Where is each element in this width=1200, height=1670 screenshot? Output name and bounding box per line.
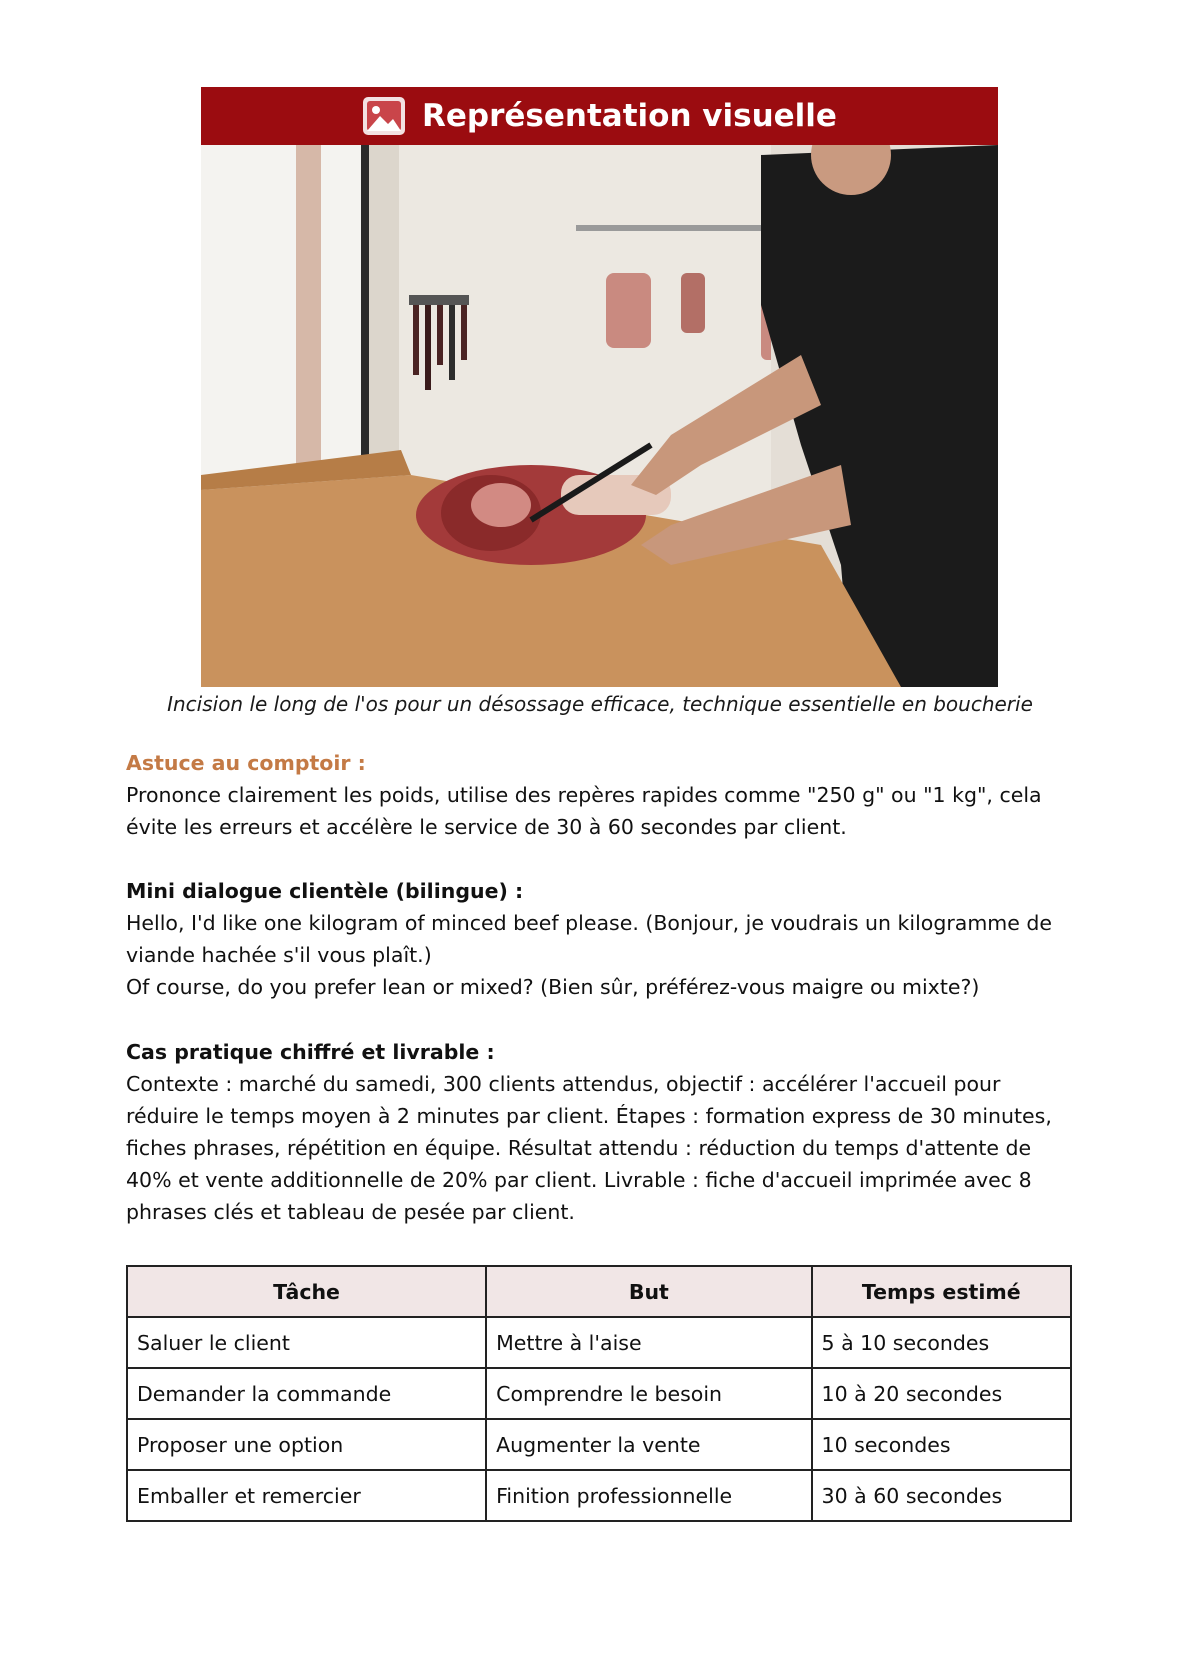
dialogue-line-1: Hello, I'd like one kilogram of minced beef please. (Bonjour, je voudrais un kilogramme de viande hachée s'il vous plaît.): [126, 911, 1053, 967]
table-cell: Finition professionnelle: [486, 1470, 811, 1521]
case-body: Contexte : marché du samedi, 300 clients attendus, objectif : accélérer l'accueil pour réduire le temps moyen à 2 minutes par client. Étapes : formation express de 30 minutes, fiches phrases, répétition en équipe. Résultat attendu : réduction du temps d'attente de 40% et vente additionnelle de 20% par client. Livrable : fiche d'accueil imprimée avec 8 phrases clés et tableau de pesée par client.: [126, 1072, 1052, 1224]
tip-section: [126, 747, 1076, 843]
figure-banner-title: Représentation visuelle: [422, 98, 837, 134]
task-table: [126, 1265, 1072, 1522]
table-cell: Mettre à l'aise: [486, 1317, 811, 1368]
table-row: [127, 1368, 1071, 1419]
tip-body: Prononce clairement les poids, utilise des repères rapides comme "250 g" ou "1 kg", cela évite les erreurs et accélère le service de 30 à 60 secondes par client.: [126, 783, 1042, 839]
figure-banner: [201, 87, 998, 145]
dialogue-title: Mini dialogue clientèle (bilingue) :: [126, 879, 524, 903]
table-cell: 10 secondes: [812, 1419, 1071, 1470]
visual-figure: [201, 87, 998, 687]
table-cell: Emballer et remercier: [127, 1470, 486, 1521]
table-cell: Comprendre le besoin: [486, 1368, 811, 1419]
tip-title: Astuce au comptoir :: [126, 751, 366, 775]
header-task: Tâche: [127, 1266, 486, 1317]
table-cell: 30 à 60 secondes: [812, 1470, 1071, 1521]
header-time: Temps estimé: [812, 1266, 1071, 1317]
table-cell: 10 à 20 secondes: [812, 1368, 1071, 1419]
header-goal: But: [486, 1266, 811, 1317]
table-row: [127, 1317, 1071, 1368]
table-cell: Demander la commande: [127, 1368, 486, 1419]
dialogue-line-2: Of course, do you prefer lean or mixed? (Bien sûr, préférez-vous maigre ou mixte?): [126, 975, 980, 999]
butcher-photo: [201, 145, 998, 687]
case-title: Cas pratique chiffré et livrable :: [126, 1040, 495, 1064]
image-icon: [362, 96, 406, 136]
table-cell: Saluer le client: [127, 1317, 486, 1368]
table-row: [127, 1419, 1071, 1470]
case-section: [126, 1036, 1076, 1228]
table-cell: 5 à 10 secondes: [812, 1317, 1071, 1368]
table-header-row: [127, 1266, 1071, 1317]
figure-caption: Incision le long de l'os pour un désossage efficace, technique essentielle en boucherie: [167, 692, 1033, 716]
dialogue-section: [126, 875, 1076, 1003]
table-cell: Proposer une option: [127, 1419, 486, 1470]
table-cell: Augmenter la vente: [486, 1419, 811, 1470]
table-row: [127, 1470, 1071, 1521]
